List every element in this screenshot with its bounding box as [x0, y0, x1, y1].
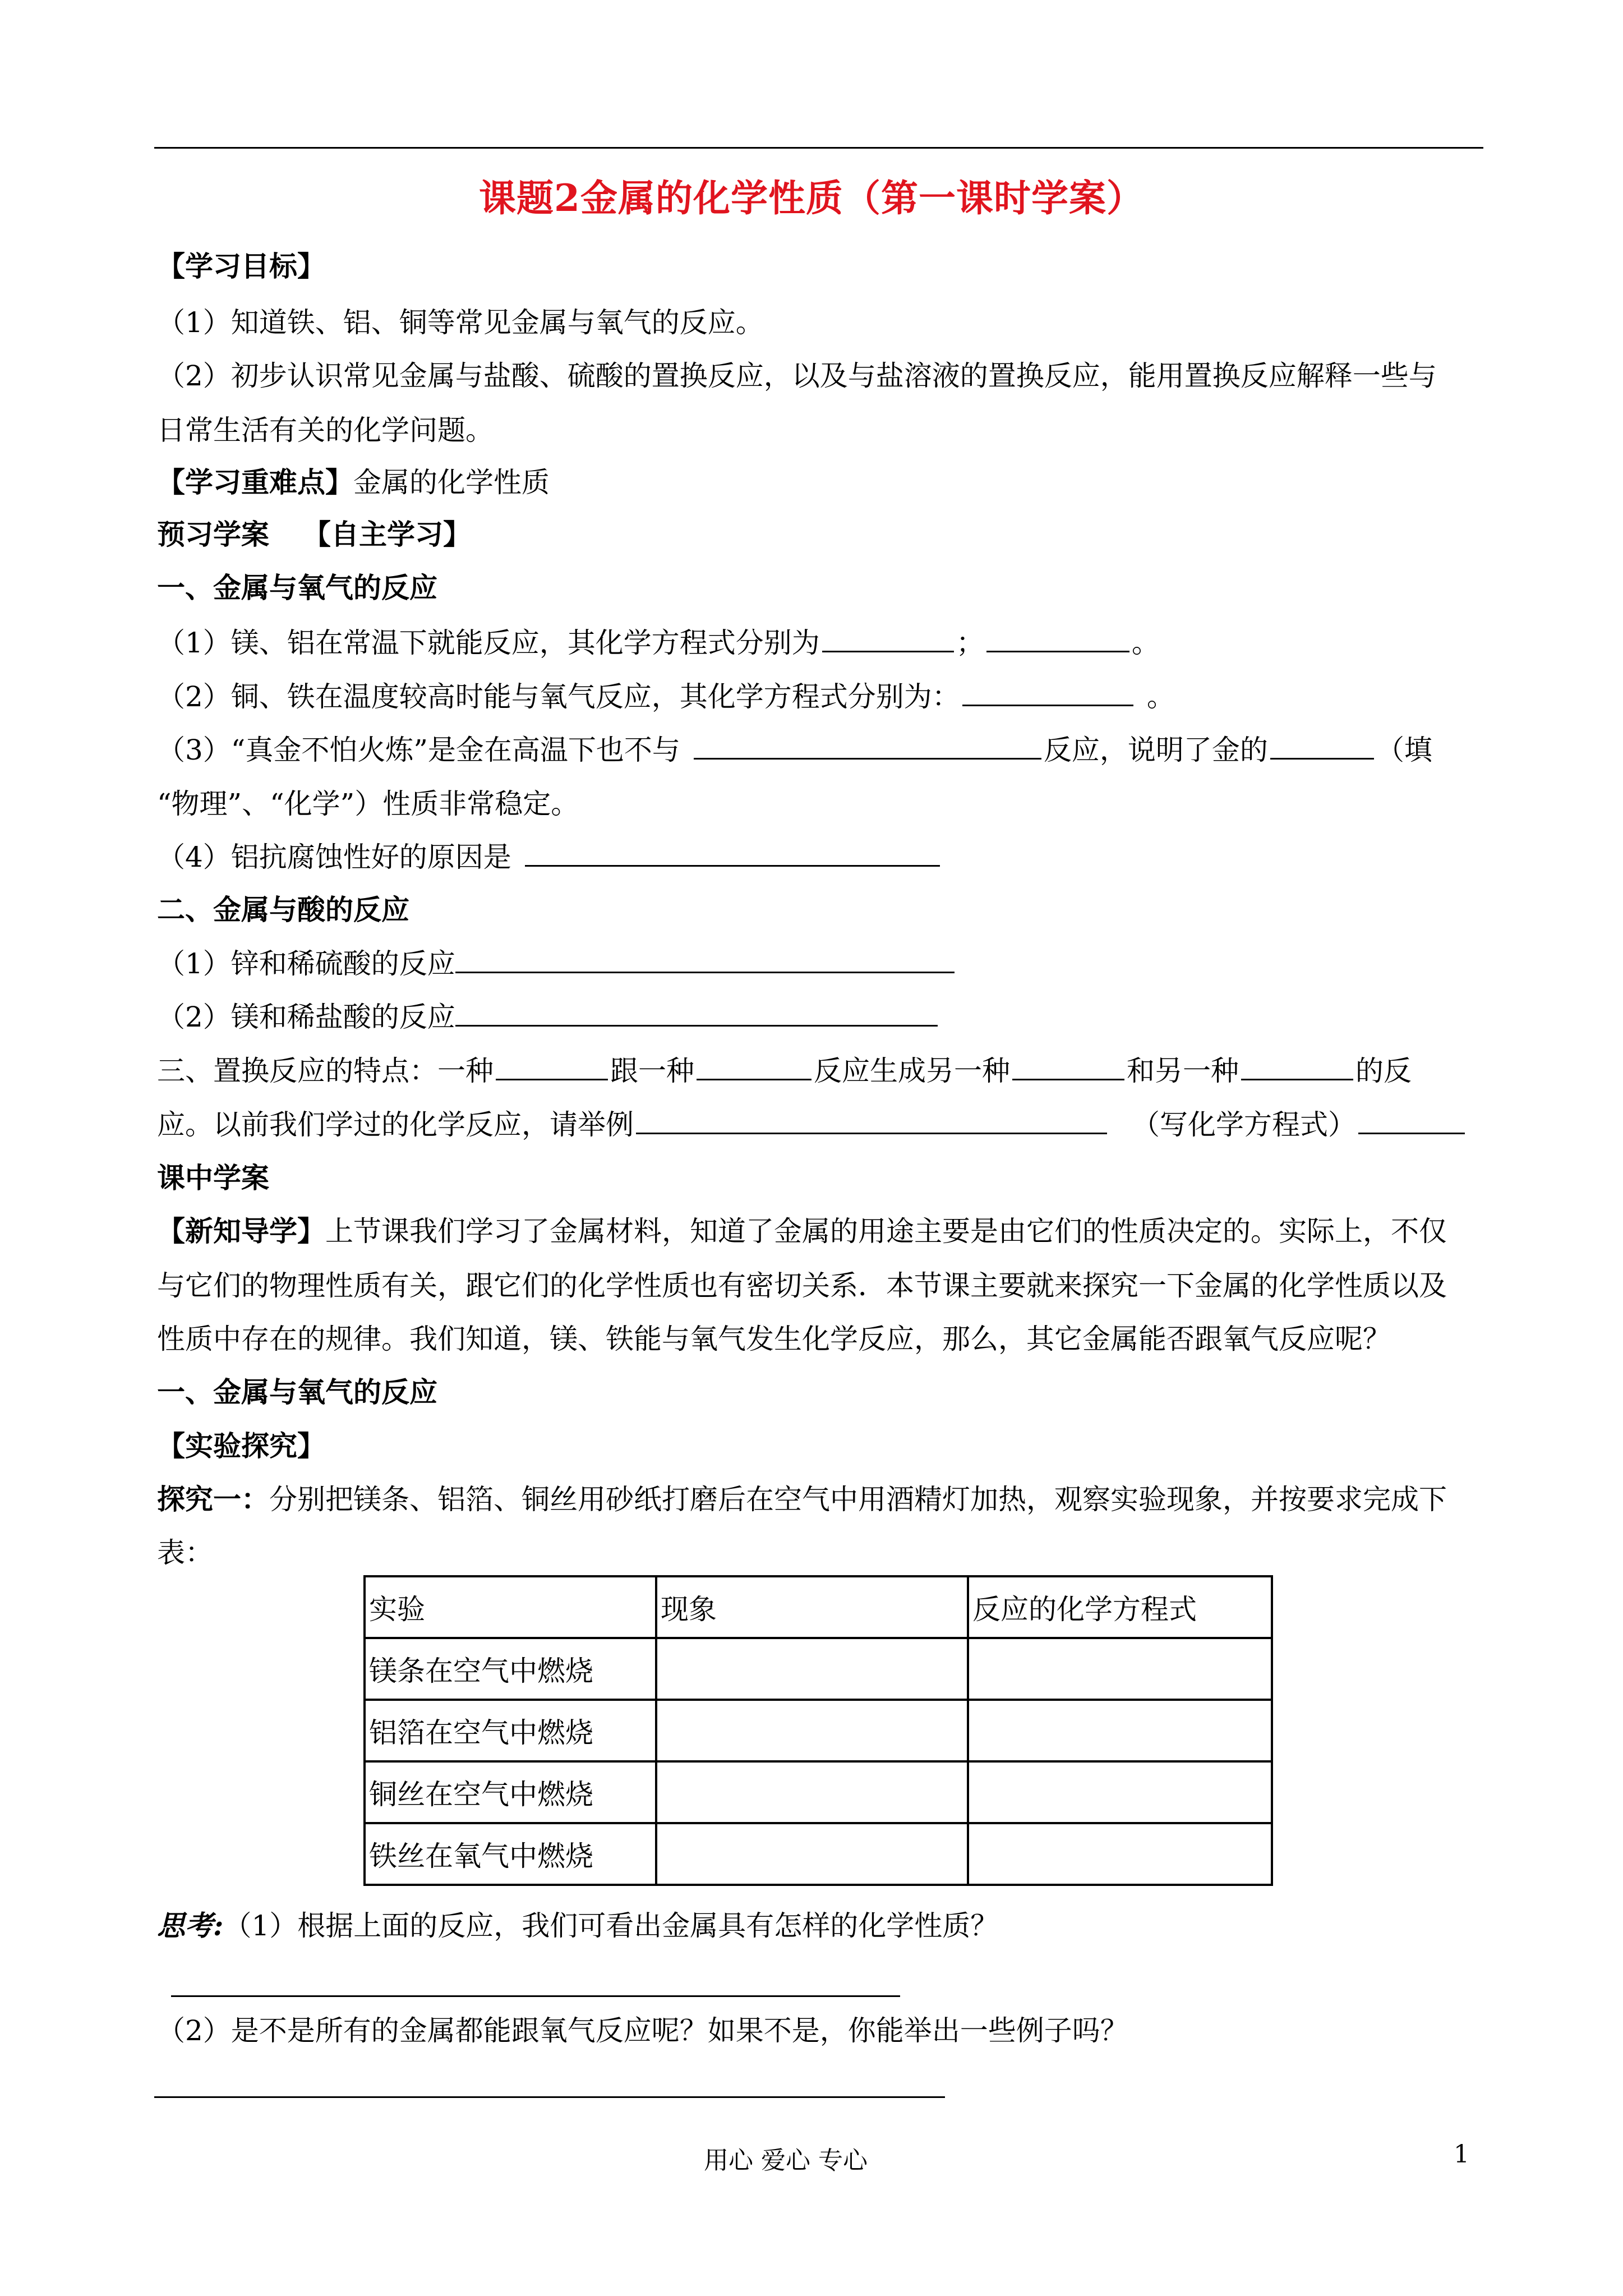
sec3-line2 — [157, 1108, 1467, 1142]
answer-blank[interactable] — [1012, 1054, 1124, 1080]
sec1-q2-text: （2）铜、铁在温度较高时能与氧气反应，其化学方程式分别为： — [157, 680, 960, 713]
objective-2-cont: 日常生活有关的化学问题。 — [157, 414, 494, 447]
answer-line[interactable] — [154, 2096, 945, 2098]
sec3-c: 反应生成另一种 — [814, 1055, 1010, 1087]
sec1-q4-text: （4）铝抗腐蚀性好的原因是 — [157, 841, 511, 873]
objectives-heading: 【学习目标】 — [157, 250, 325, 283]
objective-1: （1）知道铁、铝、铜等常见金属与氧气的反应。 — [157, 306, 764, 339]
table-cell-equation[interactable] — [968, 1638, 1272, 1700]
explore-label: 探究一： — [157, 1483, 269, 1516]
table-row — [365, 1638, 1272, 1700]
sec1-q3-mid: 反应，说明了金的 — [1043, 734, 1268, 766]
sec2-q2-text: （2）镁和稀盐酸的反应 — [157, 1001, 455, 1033]
table-row — [365, 1700, 1272, 1761]
think-q1-text: （1）根据上面的反应，我们可看出金属具有怎样的化学性质？ — [223, 1910, 999, 1942]
table-cell-equation[interactable] — [968, 1700, 1272, 1761]
table-row — [365, 1823, 1272, 1885]
answer-blank[interactable] — [697, 1054, 811, 1080]
sec1-q1-end: 。 — [1131, 627, 1160, 659]
table-cell-equation[interactable] — [968, 1761, 1272, 1823]
answer-blank[interactable] — [1270, 733, 1374, 760]
table-cell-phenomenon[interactable] — [656, 1761, 968, 1823]
table-header: 实验 — [365, 1576, 656, 1638]
table-cell-phenomenon[interactable] — [656, 1638, 968, 1700]
sec1-q1-text: （1）镁、铝在常温下就能反应，其化学方程式分别为 — [157, 627, 820, 659]
experiment-table — [363, 1575, 1273, 1886]
answer-blank[interactable] — [1241, 1054, 1353, 1080]
sec1-heading: 一、金属与氧气的反应 — [157, 571, 437, 604]
intro-line1 — [157, 1214, 1447, 1248]
sec3-line1 — [157, 1054, 1412, 1088]
think-q2: （2）是不是所有的金属都能跟氧气反应呢？如果不是，你能举出一些例子吗？ — [157, 2014, 1128, 2047]
inclass-label: 课中学案 — [157, 1161, 269, 1194]
sec1-q3-end: （填 — [1376, 734, 1432, 766]
keypoints-heading: 【学习重难点】 — [157, 466, 353, 499]
exp-heading: 【实验探究】 — [157, 1429, 325, 1462]
intro-text-1: 上节课我们学习了金属材料，知道了金属的用途主要是由它们的性质决定的。实际上，不仅 — [325, 1215, 1447, 1248]
answer-blank[interactable] — [1358, 1108, 1465, 1134]
table-cell-equation[interactable] — [968, 1823, 1272, 1885]
answer-blank[interactable] — [496, 1054, 608, 1080]
preview-line — [157, 518, 471, 551]
think-q1 — [157, 1909, 998, 1943]
table-header: 反应的化学方程式 — [968, 1576, 1272, 1638]
table-header-row — [365, 1576, 1272, 1638]
inclass-sec-heading: 一、金属与氧气的反应 — [157, 1375, 437, 1409]
sec3-a: 三、置换反应的特点：一种 — [157, 1055, 494, 1087]
keypoints — [157, 466, 550, 499]
table-cell-phenomenon[interactable] — [656, 1700, 968, 1761]
answer-blank[interactable] — [455, 1000, 938, 1027]
table-cell-experiment: 镁条在空气中燃烧 — [365, 1638, 656, 1700]
table-header: 现象 — [656, 1576, 968, 1638]
answer-blank[interactable] — [525, 840, 940, 867]
table-cell-experiment: 铜丝在空气中燃烧 — [365, 1761, 656, 1823]
answer-line[interactable] — [171, 1995, 900, 1997]
objective-2: （2）初步认识常见金属与盐酸、硫酸的置换反应，以及与盐溶液的置换反应，能用置换反应解释一些与 — [157, 360, 1437, 392]
explore-line2: 表： — [157, 1536, 213, 1569]
sec3-d: 和另一种 — [1127, 1055, 1239, 1087]
answer-blank[interactable] — [455, 947, 955, 973]
footer-motto: 用心 爱心 专心 — [704, 2146, 868, 2175]
table-cell-experiment: 铁丝在氧气中燃烧 — [365, 1823, 656, 1885]
answer-blank[interactable] — [694, 733, 1041, 760]
explore-text-1: 分别把镁条、铝箔、铜丝用砂纸打磨后在空气中用酒精灯加热，观察实验现象，并按要求完成下 — [269, 1483, 1447, 1516]
intro-line3: 性质中存在的规律。我们知道，镁、铁能与氧气发生化学反应，那么，其它金属能否跟氧气反应呢？ — [157, 1323, 1391, 1355]
sec2-q2 — [157, 1000, 940, 1034]
keypoints-text: 金属的化学性质 — [353, 466, 550, 499]
intro-heading: 【新知导学】 — [157, 1214, 325, 1248]
table-cell-experiment: 铝箔在空气中燃烧 — [365, 1700, 656, 1761]
sec1-q2 — [157, 680, 1175, 714]
sec3-f: 应。以前我们学过的化学反应，请举例 — [157, 1108, 634, 1141]
page-number: 1 — [1454, 2140, 1469, 2169]
sec2-q1-text: （1）锌和稀硫酸的反应 — [157, 947, 455, 980]
answer-blank[interactable] — [636, 1108, 1107, 1134]
self-study-label: 【自主学习】 — [303, 518, 471, 551]
page-title: 课题2金属的化学性质（第一课时学案） — [479, 176, 1144, 220]
answer-blank[interactable] — [986, 626, 1129, 652]
preview-label: 预习学案 — [157, 518, 269, 551]
sec3-e: 的反 — [1355, 1055, 1412, 1087]
sec1-q3-text: （3）“真金不怕火炼”是金在高温下也不与 — [157, 734, 680, 766]
answer-blank[interactable] — [962, 680, 1133, 706]
sec3-g: （写化学方程式） — [1132, 1108, 1356, 1141]
sec2-heading: 二、金属与酸的反应 — [157, 893, 409, 926]
table-row — [365, 1761, 1272, 1823]
think-label: 思考: — [157, 1909, 224, 1942]
sec3-b: 跟一种 — [610, 1055, 694, 1087]
sec1-q1-sep: ； — [956, 627, 984, 659]
sec1-q4 — [157, 840, 942, 874]
sec1-q3-cont: “物理”、“化学”）性质非常稳定。 — [157, 788, 579, 820]
sec1-q1 — [157, 626, 1160, 660]
header-rule — [154, 147, 1483, 149]
sec1-q3 — [157, 733, 1432, 767]
explore-line1 — [157, 1483, 1447, 1516]
answer-blank[interactable] — [822, 626, 954, 652]
sec1-q2-end: 。 — [1146, 680, 1175, 713]
intro-line2: 与它们的物理性质有关，跟它们的化学性质也有密切关系．本节课主要就来探究一下金属的化学性质以及 — [157, 1269, 1447, 1302]
table-cell-phenomenon[interactable] — [656, 1823, 968, 1885]
sec2-q1 — [157, 947, 957, 981]
